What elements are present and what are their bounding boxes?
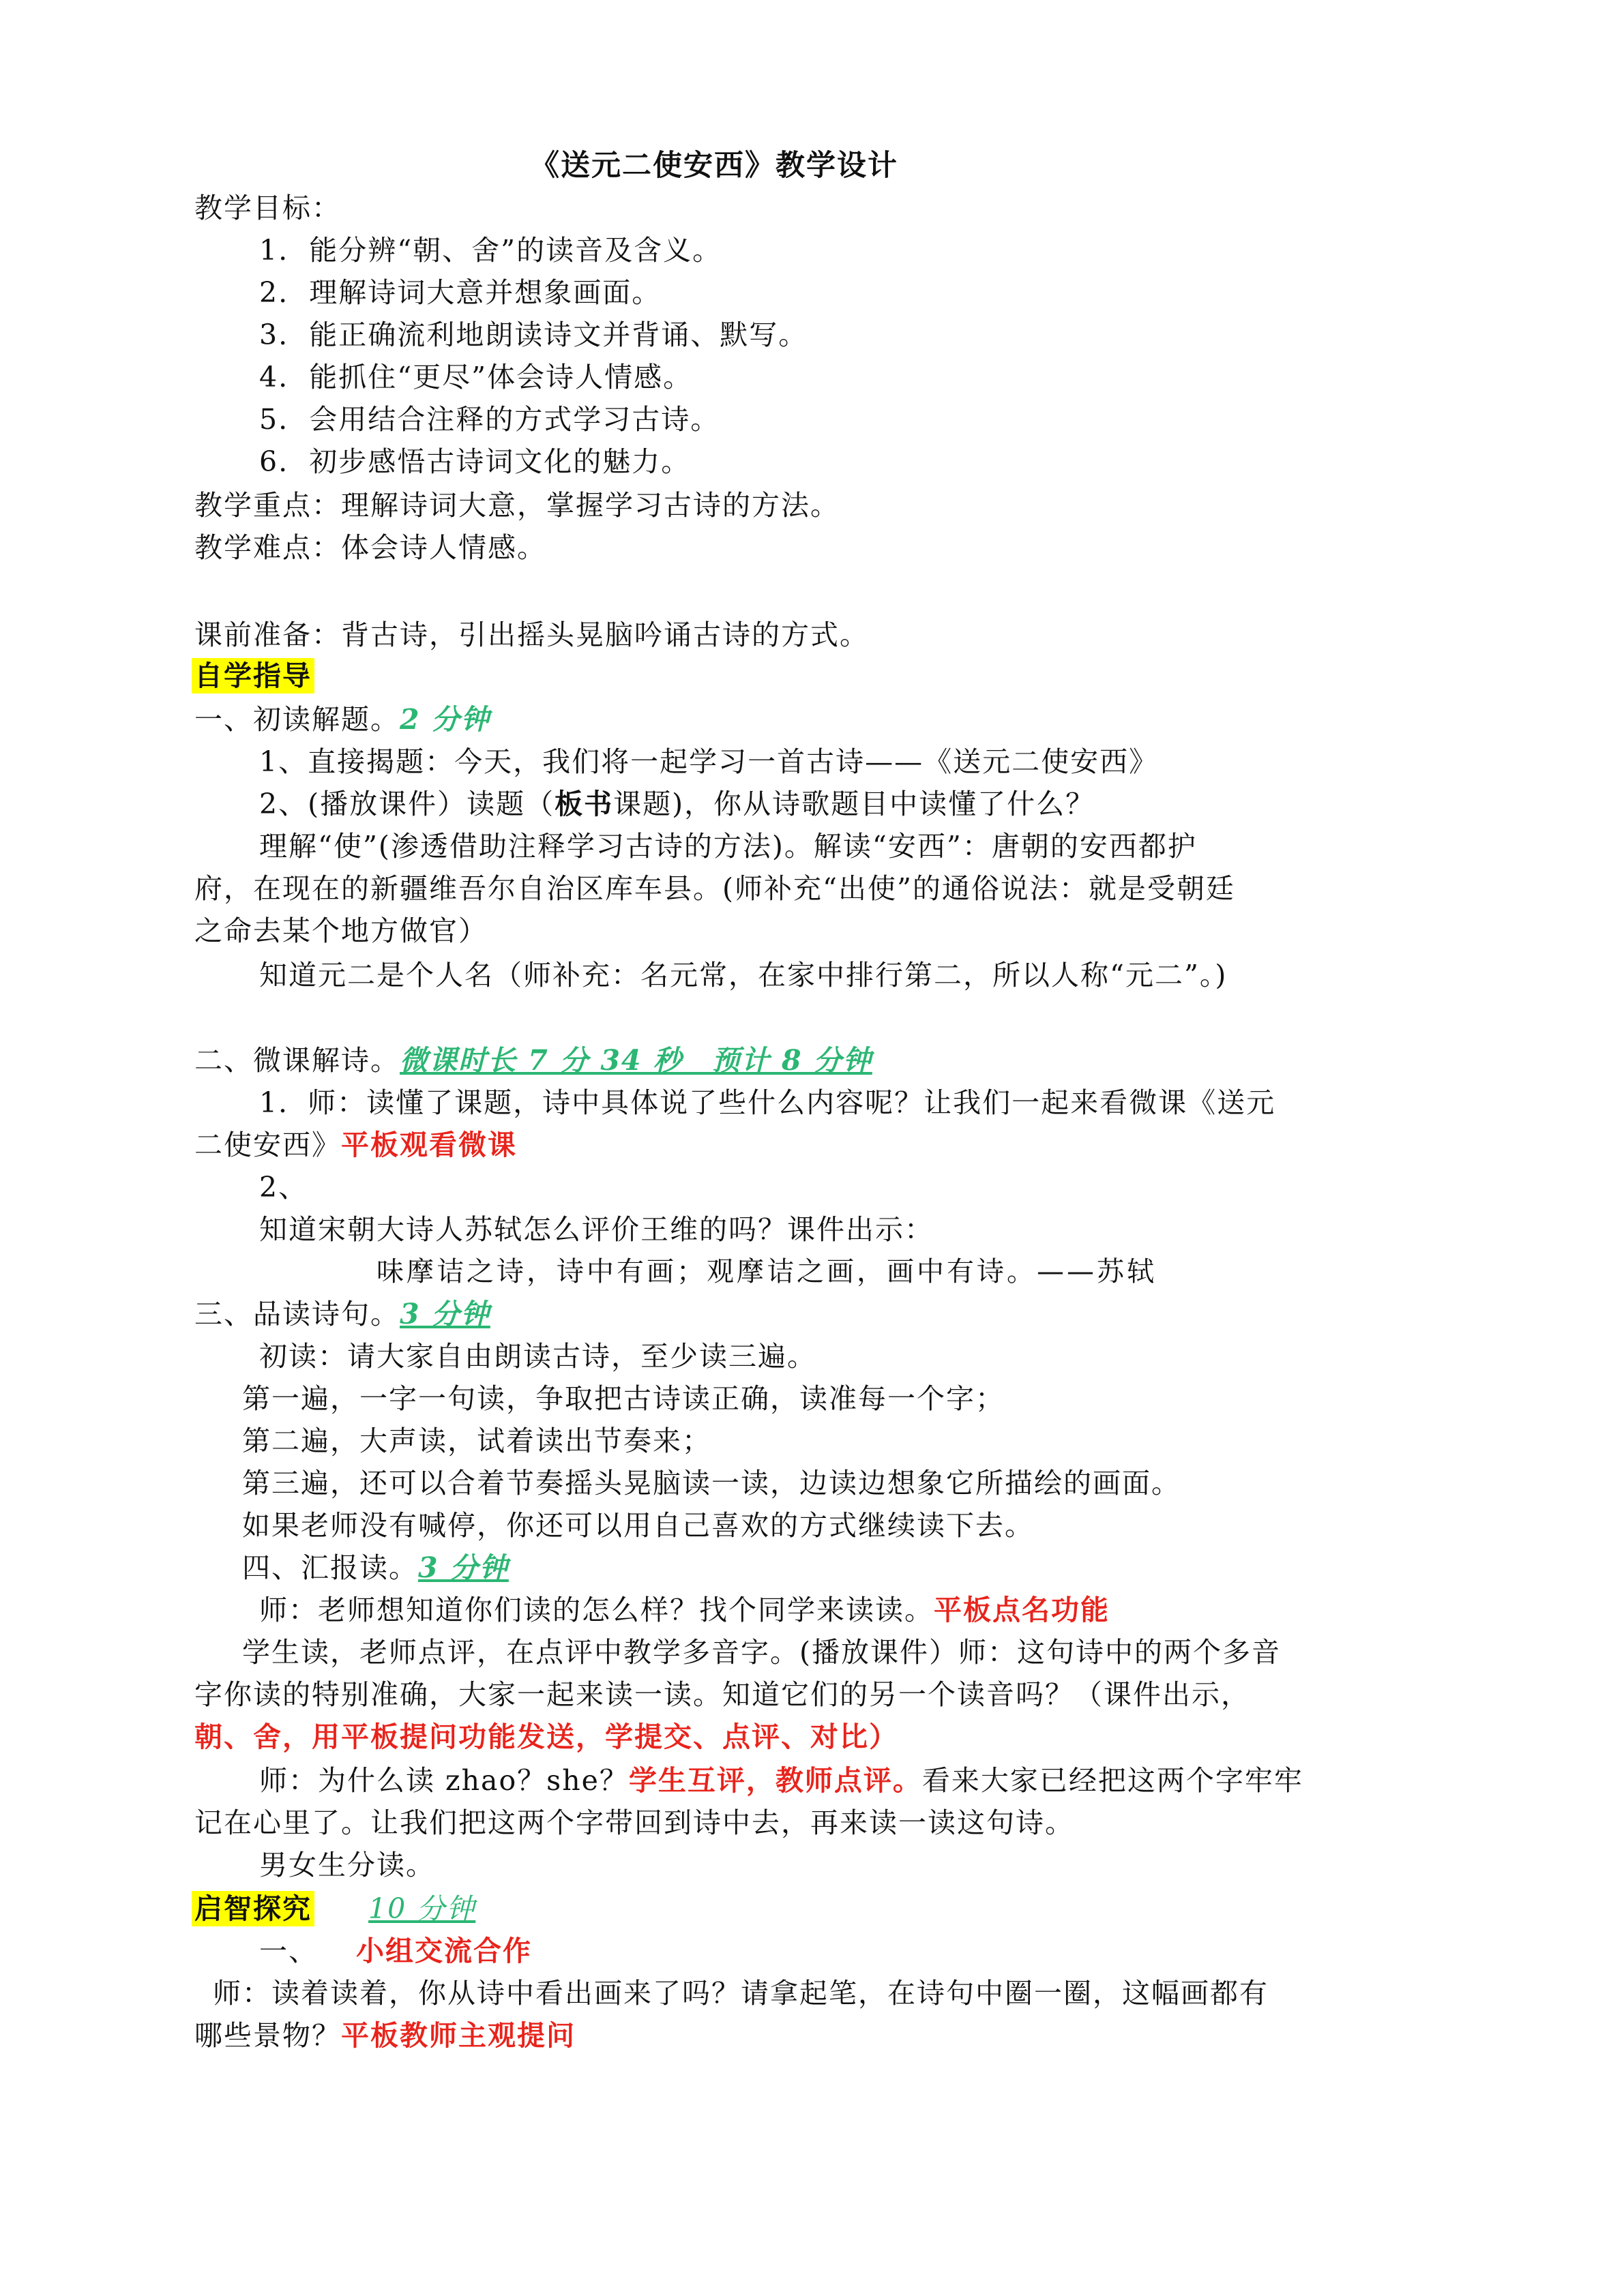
objective-item	[259, 273, 661, 312]
objective-number: 4.	[259, 361, 289, 393]
time-estimate: 微课时长 7 分 34 秒 预计 8 分钟	[400, 1044, 872, 1077]
objective-item	[259, 443, 690, 481]
paragraph: 之命去某个地方做官）	[194, 914, 488, 947]
paragraph	[194, 2016, 576, 2055]
text-run: 师：老师想知道你们读的怎么样？找个同学来读读。	[259, 1594, 934, 1626]
objective-number: 6.	[259, 445, 289, 478]
paragraph: 师：读着读着，你从诗中看出画来了吗？请拿起笔，在诗句中圈一圈，这幅画都有	[213, 1977, 1269, 2010]
section-heading	[194, 1041, 872, 1079]
paragraph: 2、	[259, 1171, 308, 1204]
section-heading	[259, 1932, 532, 1970]
paragraph	[259, 1591, 1110, 1629]
objective-number: 3.	[259, 318, 289, 351]
objective-text: 理解诗词大意并想象画面。	[309, 276, 662, 309]
paragraph: 学生读，老师点评，在点评中教学多音字。(播放课件）师：这句诗中的两个多音	[242, 1636, 1281, 1669]
paragraph: 知道元二是个人名（师补充：名元常，在家中排行第二，所以人称“元二”。)	[259, 959, 1228, 992]
tablet-note: 学生互评，教师点评。	[628, 1764, 922, 1797]
paragraph: 初读：请大家自由朗读古诗，至少读三遍。	[259, 1340, 816, 1373]
difficulty: 教学难点：体会诗人情感。	[194, 531, 546, 564]
section-badge-explore	[192, 1890, 475, 1928]
objective-text: 能正确流利地朗读诗文并背诵、默写。	[309, 318, 808, 351]
section-heading	[242, 1549, 509, 1587]
tablet-note: 平板教师主观提问	[341, 2019, 576, 2052]
text-run: 二使安西》	[194, 1129, 341, 1161]
paragraph: 第一遍，一字一句读，争取把古诗读正确，读准每一个字；	[242, 1382, 1005, 1415]
paragraph: 字你读的特别准确，大家一起来读一读。知道它们的另一个读音吗？（课件出示，	[194, 1678, 1250, 1711]
paragraph	[259, 785, 1095, 823]
section-title: 小组交流合作	[356, 1935, 532, 1967]
badge-label: 启智探究	[192, 1891, 314, 1926]
paragraph: 如果老师没有喊停，你还可以用自己喜欢的方式继续读下去。	[242, 1509, 1034, 1542]
objective-text: 能分辨“朝、舍”的读音及含义。	[309, 234, 722, 267]
text-run: 看来大家已经把这两个字牢牢	[921, 1764, 1303, 1797]
section-heading	[194, 1295, 490, 1333]
page-title: 《送元二使安西》教学设计	[530, 149, 898, 183]
preparation: 课前准备：背古诗，引出摇头晃脑吟诵古诗的方式。	[194, 618, 869, 651]
tablet-note: 朝、舍，用平板提问功能发送，学提交、点评、对比）	[194, 1720, 898, 1753]
key-point: 教学重点：理解诗词大意，掌握学习古诗的方法。	[194, 489, 840, 522]
tablet-note: 平板观看微课	[341, 1129, 517, 1161]
objective-text: 会用结合注释的方式学习古诗。	[309, 403, 720, 436]
objective-item	[259, 358, 692, 396]
text-run: 2、(播放课件）读题（	[259, 788, 555, 820]
paragraph: 理解“使”(渗透借助注释学习古诗的方法)。解读“安西”：唐朝的安西都护	[259, 830, 1197, 863]
objective-number: 5.	[259, 403, 289, 436]
objective-number: 2.	[259, 276, 289, 309]
objective-number: 1.	[259, 234, 289, 267]
objective-text: 初步感悟古诗词文化的魅力。	[309, 445, 691, 478]
objective-text: 能抓住“更尽”体会诗人情感。	[309, 361, 693, 393]
objective-item	[259, 231, 722, 269]
objective-item	[259, 316, 808, 354]
paragraph: 男女生分读。	[259, 1849, 435, 1881]
badge-label: 自学指导	[192, 658, 314, 694]
paragraph: 第二遍，大声读，试着读出节奏来；	[242, 1425, 711, 1457]
objectives-heading: 教学目标：	[194, 192, 341, 224]
text-run: 课题)，你从诗歌题目中读懂了什么？	[613, 788, 1095, 820]
text-run-bold: 板书	[555, 788, 614, 820]
time-estimate: 2 分钟	[400, 703, 490, 736]
section-number: 一、	[259, 1935, 318, 1967]
section-title: 三、品读诗句。	[194, 1298, 400, 1330]
paragraph: 1．师：读懂了课题，诗中具体说了些什么内容呢？让我们一起来看微课《送元	[259, 1086, 1276, 1119]
paragraph	[259, 1761, 1303, 1800]
section-title: 四、汇报读。	[242, 1551, 418, 1584]
paragraph: 第三遍，还可以合着节奏摇头晃脑读一读，边读边想象它所描绘的画面。	[242, 1467, 1181, 1500]
paragraph	[194, 1126, 517, 1164]
paragraph: 知道宋朝大诗人苏轼怎么评价王维的吗？课件出示：	[259, 1213, 934, 1246]
paragraph: 记在心里了。让我们把这两个字带回到诗中去，再来读一读这句诗。	[194, 1806, 1074, 1839]
section-badge-self-study	[192, 657, 314, 695]
time-estimate: 3 分钟	[400, 1298, 490, 1330]
section-title: 一、初读解题。	[194, 703, 400, 736]
section-heading	[194, 700, 490, 739]
time-estimate: 3 分钟	[418, 1551, 509, 1584]
text-run: 师：为什么读 zhao？she？	[259, 1764, 629, 1797]
time-estimate: 10 分钟	[368, 1892, 476, 1925]
section-title: 二、微课解诗。	[194, 1044, 400, 1077]
objective-item	[259, 400, 720, 438]
paragraph: 1、直接揭题：今天，我们将一起学习一首古诗——《送元二使安西》	[259, 745, 1159, 778]
text-run: 哪些景物？	[194, 2019, 341, 2052]
paragraph: 府，在现在的新疆维吾尔自治区库车县。(师补充“出使”的通俗说法：就是受朝廷	[194, 872, 1235, 905]
quote: 味摩诘之诗，诗中有画；观摩诘之画，画中有诗。——苏轼	[377, 1256, 1157, 1287]
tablet-note: 平板点名功能	[934, 1594, 1110, 1626]
